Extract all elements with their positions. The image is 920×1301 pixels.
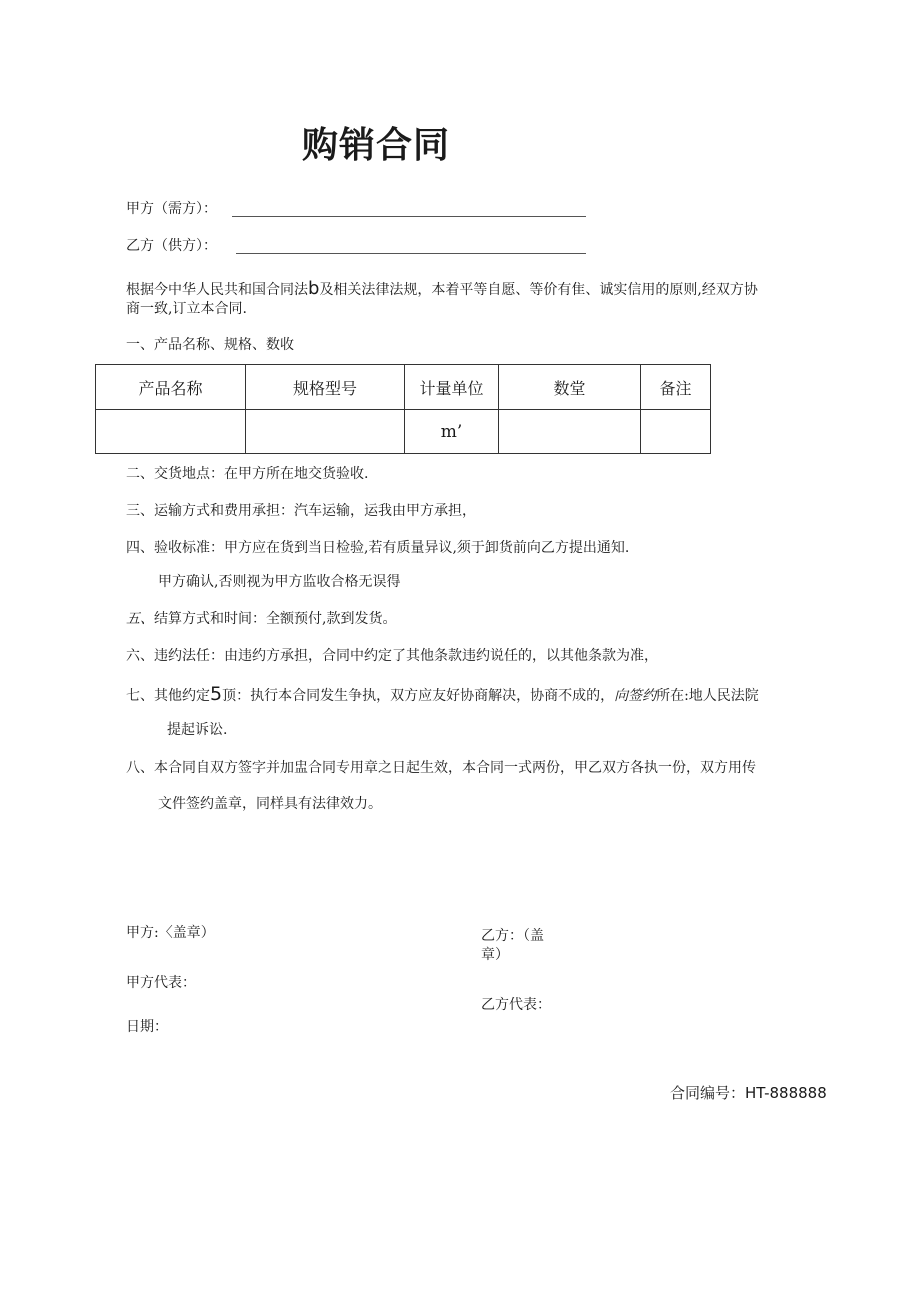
clause-7-mid: 顶：执行本合同发生争执，双方应友好协商解决，协商不成的， — [222, 688, 615, 704]
contract-number: 合同编号：HT-888888 — [670, 1084, 827, 1102]
header-quantity: 数堂 — [499, 365, 641, 410]
page-title: 购销合同 — [302, 125, 451, 166]
table-row — [96, 410, 711, 454]
header-spec-model: 规格型号 — [246, 365, 405, 410]
clause-5 — [126, 612, 396, 626]
clause-4-line-2: 甲方确认,否则视为甲方监收合格无误得 — [158, 574, 401, 590]
clause-2: 二、交货地点：在甲方所在地交货验收. — [126, 466, 369, 482]
party-b-seal-line-1: 乙方：（盖 — [481, 928, 544, 944]
clause-6: 六、违约法任：由违约方承担，合同中约定了其他条款违约说任的，以其他条款为准， — [126, 648, 658, 664]
clause-5-number: 五、 — [126, 611, 154, 627]
party-b-seal-line-2: 章） — [481, 947, 509, 963]
intro-b-mark: b — [308, 278, 320, 299]
clause-7-post: 所在:地人民法院 — [656, 688, 759, 704]
cell-remarks[interactable] — [641, 410, 711, 454]
cell-spec-model[interactable] — [246, 410, 405, 454]
party-b-label: 乙方（供方）： — [126, 238, 217, 254]
cell-unit[interactable]: m’ — [405, 410, 499, 454]
header-remarks: 备注 — [641, 365, 711, 410]
intro-line-1 — [126, 280, 758, 298]
party-b-representative: 乙方代表： — [481, 997, 551, 1013]
cell-product-name[interactable] — [96, 410, 246, 454]
party-a-representative: 甲方代表： — [126, 975, 196, 991]
clause-7-number: 5 — [210, 683, 223, 705]
section-1-heading: 一、产品名称、规格、数收 — [126, 337, 294, 353]
clause-7-line-1 — [126, 685, 759, 704]
header-unit: 计量单位 — [405, 365, 499, 410]
clause-5-text: 结算方式和时间：全额预付,款到发货。 — [154, 611, 397, 627]
party-a-label: 甲方（需方）： — [126, 201, 217, 217]
intro-line-2: 商一致,订立本合同. — [126, 301, 247, 317]
clause-7-italic: 向签约 — [614, 688, 657, 704]
table-header-row — [96, 365, 711, 410]
cell-quantity[interactable] — [499, 410, 641, 454]
intro-text-post: 及相关法律法规，本着平等自愿、等价有隹、诚实信用的原则,经双方协 — [319, 282, 758, 298]
clause-7-pre: 七、其他约定 — [126, 688, 210, 704]
clause-8-line-1: 八、本合同自双方签字并加盅合同专用章之日起生效，本合同一式两份，甲乙双方各执一份，双方用传 — [126, 760, 756, 776]
party-a-blank-line — [232, 216, 586, 217]
intro-text-pre: 根据今中华人民共和国合同法 — [126, 282, 308, 298]
clause-3: 三、运输方式和费用承担：汽车运输，运我由甲方承担， — [126, 503, 476, 519]
header-product-name: 产品名称 — [96, 365, 246, 410]
party-a-date: 日期： — [126, 1019, 168, 1035]
product-table — [95, 364, 711, 454]
clause-4-line-1: 四、验收标准：甲方应在货到当日检验,若有质量异议,须于卸货前向乙方提出通知. — [126, 540, 630, 556]
party-a-seal: 甲方:〈盖章） — [126, 925, 215, 941]
party-b-blank-line — [236, 253, 586, 254]
clause-7-line-2: 提起诉讼. — [167, 722, 228, 738]
clause-8-line-2: 文件签约盖章，同样具有法律效力。 — [158, 796, 382, 812]
